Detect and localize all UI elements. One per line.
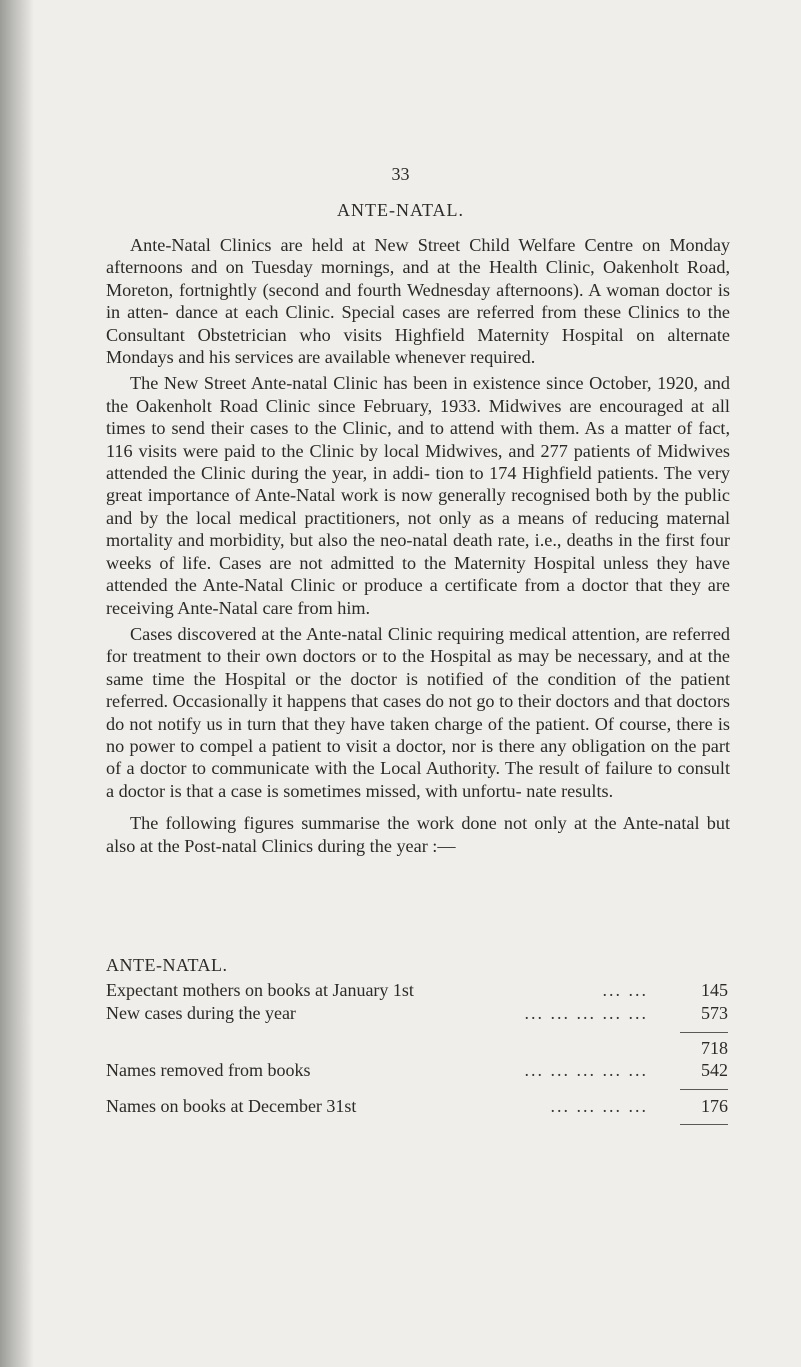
leader-dots: ... ... ... ... ...	[524, 1003, 648, 1023]
sum-rule	[680, 1124, 728, 1125]
paragraph: Ante-Natal Clinics are held at New Street Child Welfare Centre on Monday afternoons and on Tuesday mornings, and at the Health Clinic, Oakenholt Road, Moreton, fortnightly (second and fourth Wednesday afternoons). A woman doctor is in atten- dance at each Clinic. Special cases are referred from these Clinics to the Consultant Obstetrician who visits Highfield Maternity Hospital on alternate Mondays and his services are available whenever required.	[106, 235, 730, 368]
summary-row	[106, 1096, 728, 1120]
leader-dots: ... ...	[602, 980, 648, 1000]
paragraph: The following figures summarise the work done not only at the Ante-natal but also at the Post-natal Clinics during the year :—	[106, 813, 730, 856]
summary-value: 718	[701, 1038, 728, 1058]
paragraph: The New Street Ante-natal Clinic has been in existence since October, 1920, and the Oakenholt Road Clinic since February, 1933. Midwives are encouraged at all times to send their cases to the Clinic, and to attend with them. As a matter of fact, 116 visits were paid to the Clinic by local Midwives, and 277 patients of Midwives attended the Clinic during the year, in addi- tion to 174 Highfield patients. The very great importance of Ante-Natal work is now generally recognised both by the public and by the local medical practitioners, not only as a means of reducing maternal mortality and morbidity, but also the neo-natal death rate, i.e., deaths in the first four weeks of life. Cases are not admitted to the Maternity Hospital unless they have attended the Ante-Natal Clinic or produce a certificate from a doctor that they are receiving Ante-Natal care from him.	[106, 373, 730, 618]
summary-label: New cases during the year	[106, 1003, 296, 1023]
sum-rule	[680, 1089, 728, 1090]
summary-heading: ANTE-NATAL.	[106, 955, 228, 975]
summary-row	[106, 1060, 728, 1084]
body-text	[106, 234, 730, 861]
leader-dots: ... ... ... ... ...	[524, 1060, 648, 1080]
sum-rule	[680, 1032, 728, 1033]
summary-row	[106, 980, 728, 1004]
paragraph: Cases discovered at the Ante-natal Clinic requiring medical attention, are referred for treatment to their own doctors or to the Hospital as may be necessary, and at the same time the Hospital or the doctor is notified of the condition of the patient referred. Occasionally it happens that cases do not go to their doctors and that doctors do not notify us in turn that they have taken charge of the patient. Of course, there is no power to compel a patient to visit a doctor, nor is there any obligation on the part of a doctor to communicate with the Local Authority. The result of failure to consult a doctor is that a case is sometimes missed, with unfortu- nate results.	[106, 623, 730, 801]
summary-row	[106, 1003, 728, 1027]
page-number: 33	[391, 164, 410, 184]
summary-value: 145	[701, 980, 728, 1000]
summary-label: Expectant mothers on books at January 1st	[106, 980, 414, 1000]
leader-dots: ... ... ... ...	[550, 1096, 648, 1116]
summary-value: 176	[701, 1096, 728, 1116]
summary-value: 573	[701, 1003, 728, 1023]
summary-value: 542	[701, 1060, 728, 1080]
summary-label: Names removed from books	[106, 1060, 311, 1080]
summary-row	[106, 1038, 728, 1062]
summary-label: Names on books at December 31st	[106, 1096, 357, 1116]
section-heading: ANTE-NATAL.	[336, 200, 465, 220]
